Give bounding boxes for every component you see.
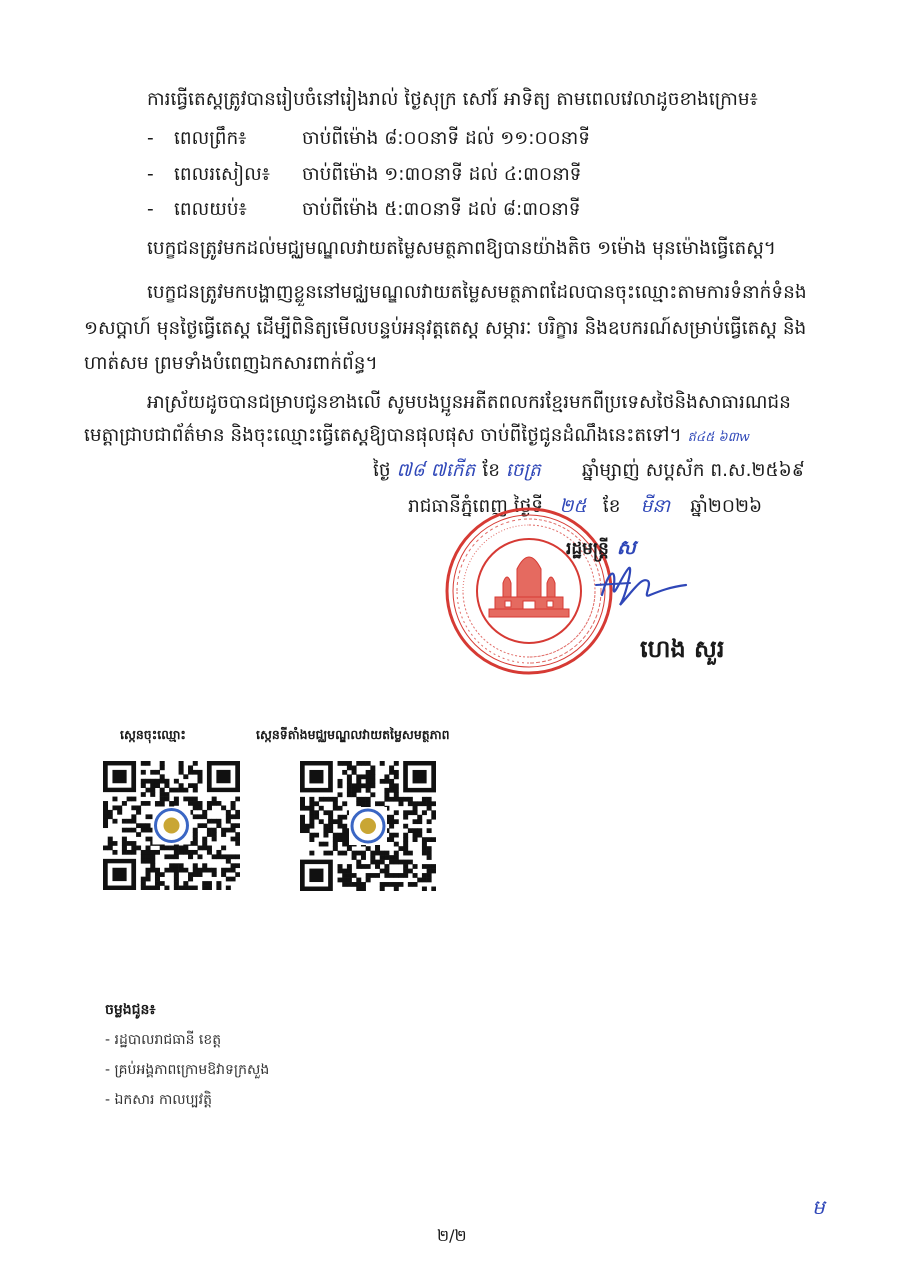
closing-paragraph-line-1: អាស្រ័យដូចបានជម្រាបជូនខាងលើ សូមបងប្អូនអតីតពលករខ្មែរមកពីប្រទេសថៃនិងសាធារណជន — [147, 392, 791, 413]
handwritten-page-mark: ម — [812, 1195, 825, 1219]
distribution-item: - រដ្ឋបាលរាជធានី ខេត្ត — [105, 1032, 222, 1048]
schedule-label: ពេលព្រឹក៖ — [174, 128, 247, 149]
lunar-year-text: ឆ្នាំម្សាញ់ សប្តស័ក ព.ស.២៥៦៩ — [581, 460, 805, 481]
signatory-title-initial: ស — [616, 535, 636, 559]
signatory-title: រដ្ឋមន្ត្រី — [566, 539, 609, 559]
bullet-dash: - — [147, 199, 154, 220]
solar-month-prefix: ខែ — [602, 496, 621, 517]
orientation-paragraph-line-2: ១សប្តាហ៍ មុនថ្ងៃធ្វើតេស្ត ដើម្បីពិនិត្យមើលបន្ទប់អនុវត្តតេស្ត សម្ភារៈ បរិក្ខារ និងឧបករណ៍សម្រាប់ធ្វើតេស្ត និង — [84, 318, 807, 339]
handwritten-lunar-day: ៧៨ ៧កើត — [396, 460, 476, 481]
handwritten-solar-day: ២៥ — [559, 496, 587, 517]
intro-line: ការធ្វើតេស្តត្រូវបានរៀបចំនៅរៀងរាល់ ថ្ងៃសុក្រ សៅរ៍ អាទិត្យ តាមពេលវេលាដូចខាងក្រោម៖ — [147, 89, 758, 110]
bullet-dash: - — [147, 164, 154, 185]
page-number: ២/២ — [437, 1226, 467, 1245]
qr-label-registration: ស្កេនចុះឈ្មោះ — [120, 727, 186, 742]
lunar-day-prefix: ថ្ងៃ — [373, 460, 391, 481]
lunar-month-prefix: ខែ — [482, 460, 501, 481]
solar-year-text: ឆ្នាំ២០២៦ — [690, 496, 763, 517]
lunar-date-line — [373, 462, 805, 481]
arrival-paragraph: បេក្ខជនត្រូវមកដល់មជ្ឈមណ្ឌលវាយតម្លៃសមត្ថភាពឱ្យបានយ៉ាងតិច ១ម៉ោង មុនម៉ោងធ្វើតេស្ត។ — [147, 238, 776, 259]
solar-day-prefix: រាជធានីភ្នំពេញ ថ្ងៃទី — [408, 496, 544, 517]
qr-label-center-location: ស្កេនទីតាំងមជ្ឈមណ្ឌលវាយតម្លៃសមត្ថភាព — [256, 727, 450, 742]
schedule-label: ពេលយប់៖ — [174, 199, 247, 220]
handwritten-solar-month: មីនា — [640, 496, 671, 517]
qr-code-center-location[interactable] — [300, 761, 436, 891]
distribution-item: - គ្រប់អង្គភាពក្រោមឱវាទក្រសួង — [105, 1062, 270, 1078]
bullet-dash: - — [147, 128, 154, 149]
handwritten-initials: ឥ៤៥ ៦៣w — [687, 430, 750, 445]
qr-code-registration[interactable] — [103, 761, 240, 890]
signatory-title-line — [566, 537, 636, 558]
closing-paragraph-text: មេត្តាជ្រាបជាព័ត៌មាន និងចុះឈ្មោះធ្វើតេស្តឱ្យបានផុលផុស ចាប់ពីថ្ងៃជូនដំណឹងនេះតទៅ។ — [84, 425, 682, 446]
schedule-time: ចាប់ពីម៉ោង ៥:៣០នាទី ដល់ ៨:៣០នាទី — [302, 199, 581, 220]
handwritten-lunar-month: ចេត្រ — [505, 460, 541, 481]
orientation-paragraph-line-1: បេក្ខជនត្រូវមកបង្ហាញខ្លួននៅមជ្ឈមណ្ឌលវាយតម្លៃសមត្ថភាពដែលបានចុះឈ្មោះតាមការទំនាក់ទំនង — [147, 282, 807, 303]
distribution-title: ចម្លងជូន៖ — [105, 1002, 156, 1018]
schedule-label: ពេលរសៀល៖ — [174, 164, 270, 185]
signature-scrawl — [590, 555, 690, 615]
orientation-paragraph-line-3: ហាត់សម ព្រមទាំងបំពេញឯកសារពាក់ព័ន្ធ។ — [84, 353, 378, 374]
schedule-time: ចាប់ពីម៉ោង ៨:០០នាទី ដល់ ១១:០០នាទី — [302, 128, 591, 149]
schedule-time: ចាប់ពីម៉ោង ១:៣០នាទី ដល់ ៤:៣០នាទី — [302, 164, 582, 185]
distribution-item: - ឯកសារ កាលប្បវត្តិ — [105, 1092, 212, 1108]
closing-paragraph-line-2 — [84, 427, 750, 446]
signatory-name: ហេង សួរ — [640, 635, 725, 663]
